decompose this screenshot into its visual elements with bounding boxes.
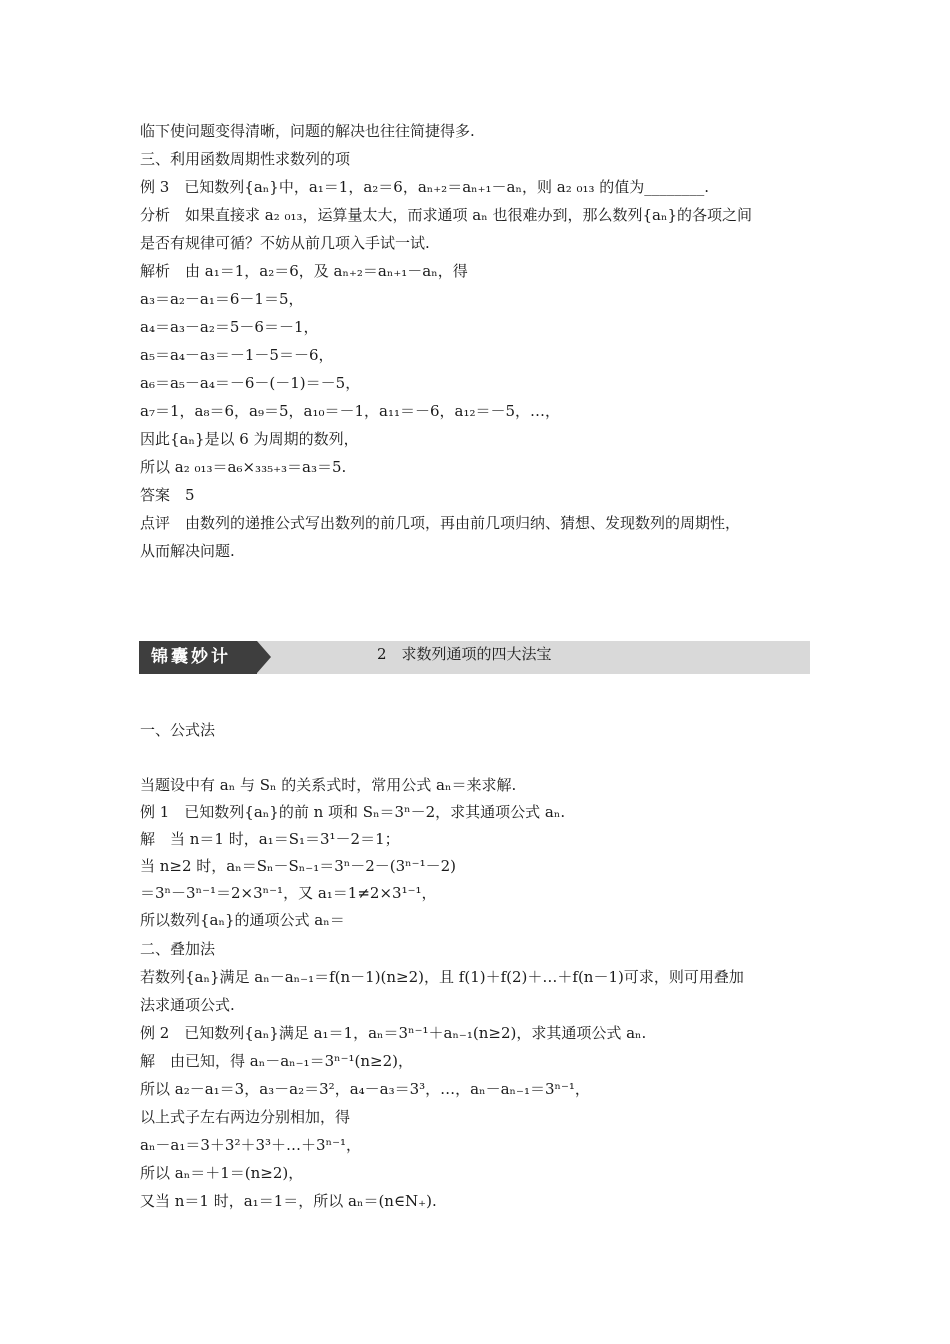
text-line: 所以 a₂ ₀₁₃＝a₆×₃₃₅₊₃＝a₃＝5.	[140, 458, 347, 476]
text-line: 法求通项公式.	[140, 996, 235, 1014]
equation-line: aₙ－a₁＝3＋3²＋3³＋…＋3ⁿ⁻¹，	[140, 1136, 362, 1154]
text-line: 解 当 n＝1 时，a₁＝S₁＝3¹－2＝1；	[140, 830, 400, 848]
equation-line: 所以 aₙ＝＋1＝(n≥2)，	[140, 1164, 304, 1182]
text-line: 因此{aₙ}是以 6 为周期的数列，	[140, 430, 359, 448]
equation-line: a₇＝1，a₈＝6，a₉＝5，a₁₀＝－1，a₁₁＝－6，a₁₂＝－5，…，	[140, 402, 561, 420]
section-heading: 三、利用函数周期性求数列的项	[140, 150, 351, 168]
text-line: 以上式子左右两边分别相加，得	[140, 1108, 351, 1126]
example-line: 例 3 已知数列{aₙ}中，a₁＝1，a₂＝6，aₙ₊₂＝aₙ₊₁－aₙ，则 a₂ ₀₁₃ 的值为________.	[140, 178, 710, 196]
text-line: 分析 如果直接求 a₂ ₀₁₃，运算量太大，而求通项 aₙ 也很难办到，那么数列{aₙ}的各项之间	[140, 206, 753, 224]
text-line: 点评 由数列的递推公式写出数列的前几项，再由前几项归纳、猜想、发现数列的周期性，	[140, 514, 741, 532]
text-line: 所以数列{aₙ}的通项公式 aₙ＝	[140, 911, 345, 929]
text-line: 解 由已知，得 aₙ－aₙ₋₁＝3ⁿ⁻¹(n≥2)，	[140, 1052, 414, 1070]
text-line: 临下使问题变得清晰，问题的解决也往往简捷得多.	[140, 122, 475, 140]
text-line: 解析 由 a₁＝1，a₂＝6，及 aₙ₊₂＝aₙ₊₁－aₙ，得	[140, 262, 468, 280]
equation-line: a₄＝a₃－a₂＝5－6＝－1，	[140, 318, 319, 336]
text-line: 从而解决问题.	[140, 542, 235, 560]
equation-line: a₆＝a₅－a₄＝－6－(－1)＝－5，	[140, 374, 361, 392]
section-heading: 二、叠加法	[140, 940, 216, 958]
equation-line: ＝3ⁿ－3ⁿ⁻¹＝2×3ⁿ⁻¹，又 a₁＝1≠2×3¹⁻¹，	[140, 884, 437, 902]
text-line: 是否有规律可循？不妨从前几项入手试一试.	[140, 234, 430, 252]
example-line: 例 1 已知数列{aₙ}的前 n 项和 Sₙ＝3ⁿ－2，求其通项公式 aₙ.	[140, 803, 566, 821]
section-heading: 一、公式法	[140, 721, 216, 739]
text-line: 若数列{aₙ}满足 aₙ－aₙ₋₁＝f(n－1)(n≥2)，且 f(1)＋f(2)＋…＋f(n－1)可求，则可用叠加	[140, 968, 744, 986]
equation-line: 所以 a₂－a₁＝3，a₃－a₂＝3²，a₄－a₃＝3³，…，aₙ－aₙ₋₁＝3ⁿ⁻¹，	[140, 1080, 590, 1098]
text-line: 当题设中有 aₙ 与 Sₙ 的关系式时，常用公式 aₙ＝来求解.	[140, 776, 517, 794]
banner-title: 2 求数列通项的四大法宝	[377, 645, 552, 663]
banner-tag-arrow	[257, 641, 271, 673]
section-banner	[139, 641, 810, 674]
equation-line: a₅＝a₄－a₃＝－1－5＝－6，	[140, 346, 334, 364]
equation-line: 又当 n＝1 时，a₁＝1＝，所以 aₙ＝(n∈N₊).	[140, 1192, 437, 1210]
example-line: 例 2 已知数列{aₙ}满足 a₁＝1，aₙ＝3ⁿ⁻¹＋aₙ₋₁(n≥2)，求其通项公式 aₙ.	[140, 1024, 647, 1042]
banner-tag: 锦囊妙计	[139, 641, 257, 674]
equation-line: a₃＝a₂－a₁＝6－1＝5，	[140, 290, 304, 308]
answer-line: 答案 5	[140, 486, 195, 504]
equation-line: 当 n≥2 时，aₙ＝Sₙ－Sₙ₋₁＝3ⁿ－2－(3ⁿ⁻¹－2)	[140, 857, 456, 875]
